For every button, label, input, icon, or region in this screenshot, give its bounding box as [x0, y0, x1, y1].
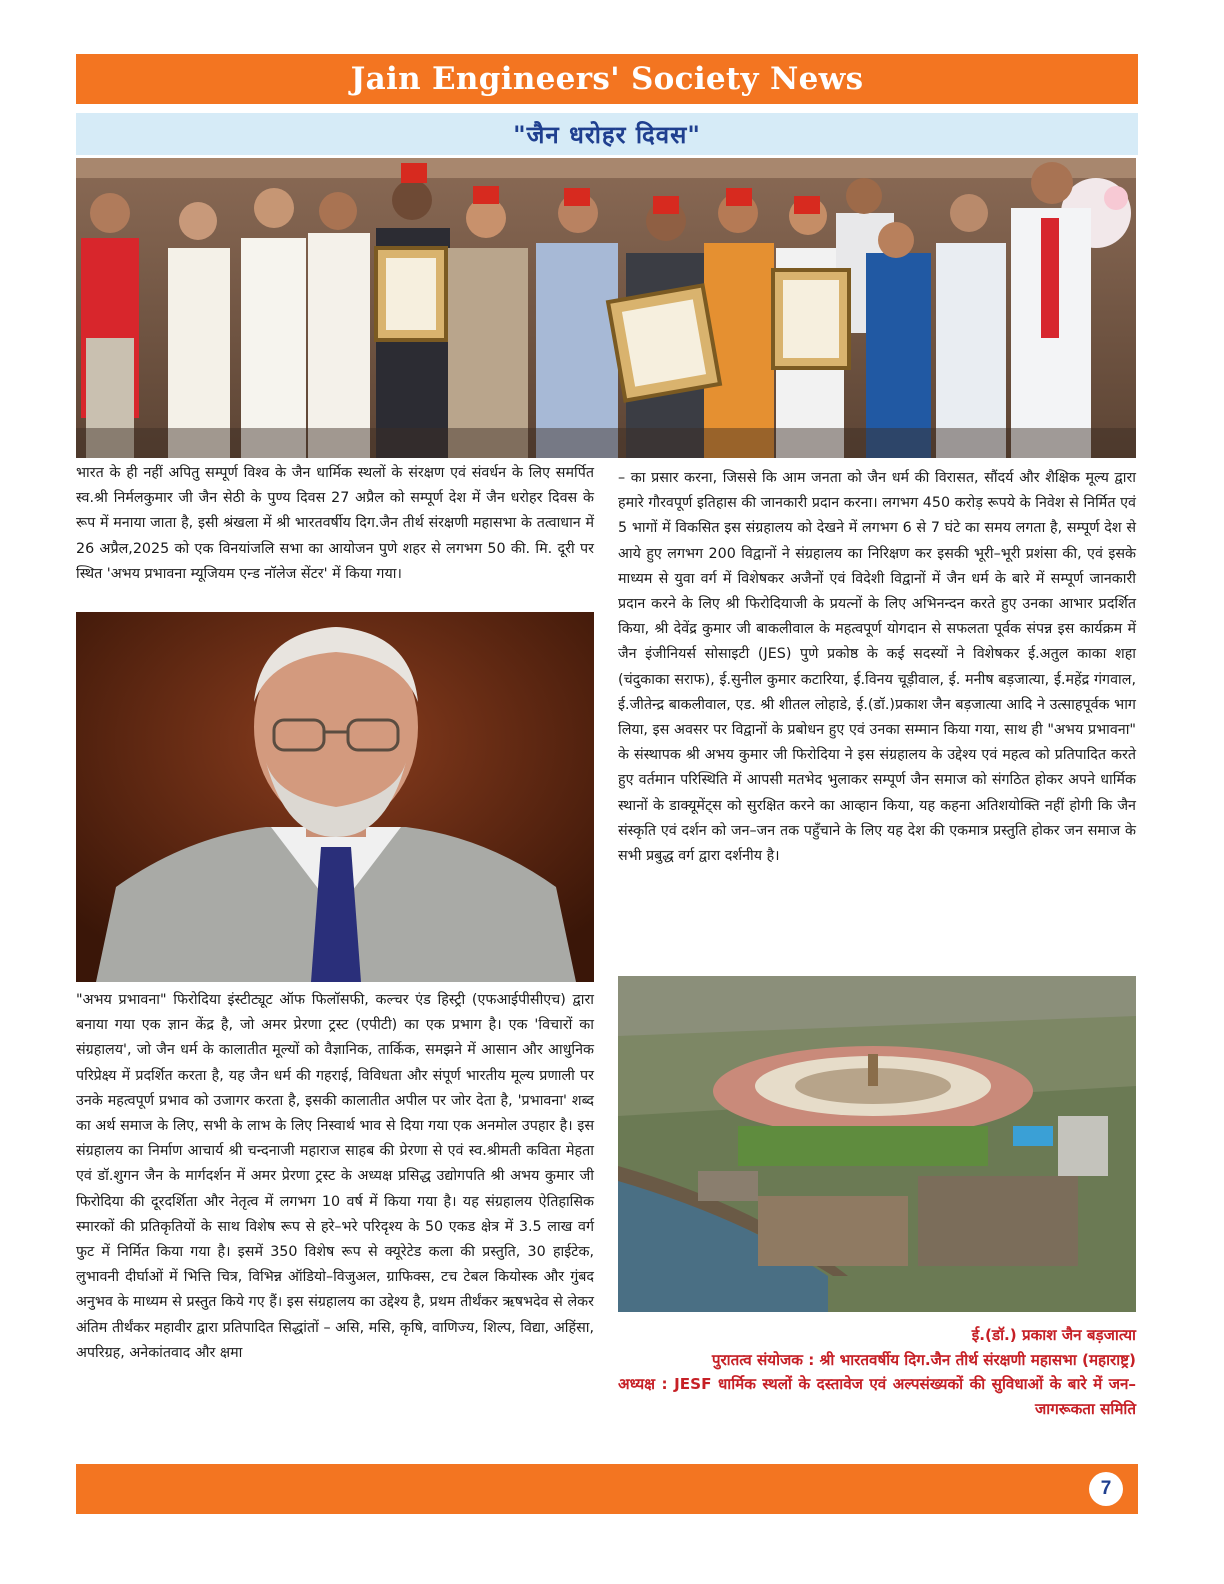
article-paragraph-museum: "अभय प्रभावना" फिरोदिया इंस्टीट्यूट ऑफ फिलॉसफी, कल्चर एंड हिस्ट्री (एफआईपीसीएच) द्वारा बनाया गया एक ज्ञान केंद्र है, जो अमर प्रेरणा ट्रस्ट (एपीटी) का एक प्रभाग है। एक 'विचारों का संग्रहालय', जो जैन धर्म के कालातीत मूल्यों को वैज्ञानिक, तार्किक, समझने में आसान और आधुनिक परिप्रेक्ष्य में प्रदर्शित करता है, यह जैन धर्म की गहराई, विविधता और संपूर्ण भारतीय मूल्य प्रणाली पर उनके महत्वपूर्ण प्रभाव को उजागर करता है, इसकी कालातीत अपील पर जोर देता है, 'प्रभावना' शब्द का अर्थ समाज के लिए, सभी के लाभ के लिए निस्वार्थ भाव से दिया गया एक अनमोल उपहार है। इस संग्रहालय का निर्माण आचार्य श्री चन्दनाजी महाराज साहब की प्रेरणा से एवं स्व.श्रीमती कविता मेहता एवं डॉ.शुगन जैन के मार्गदर्शन में अमर प्रेरणा ट्रस्ट के अध्यक्ष प्रसिद्ध उद्योगपति श्री अभय कुमार जी फिरोदिया की दूरदर्शिता और नेतृत्व में लगभग 10 वर्ष में किया गया है। यह संग्रहालय ऐतिहासिक स्मारकों की प्रतिकृतियों के साथ विशेष रूप से हरे–भरे परिदृश्य के 50 एकड क्षेत्र में 3.5 लाख वर्ग फुट में निर्मित किया गया है। इसमें 350 विशेष रूप से क्यूरेटेड कला की प्रस्तुति, 30 हाईटेक, लुभावनी दीर्घाओं में भित्ति चित्र, विभिन्न ऑडियो–विजुअल, ग्राफिक्स, टच टेबल कियोस्क और गुंबद अनुभव के माध्यम से प्रस्तुत किये गए हैं। इस संग्रहालय का उद्देश्य है, प्रथम तीर्थंकर ऋषभदेव से लेकर अंतिम तीर्थंकर महावीर द्वारा प्रतिपादित सिद्धांतों – असि, मसि, कृषि, वाणिज्य, शिल्प, विद्या, अहिंसा, अपरिग्रह, अनेकांतवाद और क्षमा	[76, 992, 594, 1361]
section-title: "जैन धरोहर दिवस"	[513, 120, 701, 149]
newsletter-title: Jain Engineers' Society News	[350, 61, 864, 97]
article-paragraph-event: – का प्रसार करना, जिससे कि आम जनता को जैन धर्म की विरासत, सौंदर्य और शैक्षिक मूल्य द्वारा हमारे गौरवपूर्ण इतिहास की जानकारी प्रदान करना। लगभग 450 करोड़ रूपये के निवेश से निर्मित एवं 5 भागों में विकसित इस संग्रहालय को देखने में लगभग 6 से 7 घंटे का समय लगता है, सम्पूर्ण देश से आये हुए लगभग 200 विद्वानों ने संग्रहालय का निरिक्षण कर इसकी भूरी–भूरी प्रशंसा की, एवं इसके माध्यम से युवा वर्ग में विशेषकर अजैनों एवं विदेशी विद्वानों में जैन धर्म के बारे में सम्पूर्ण जानकारी प्रदान करने के लिए श्री फिरोदियाजी के प्रयत्नों के लिए अभिनन्दन करते हुए उनका आभार प्रदर्शित किया, श्री देवेंद्र कुमार जी बाकलीवाल के महत्वपूर्ण योगदान से सफलता पूर्वक संपन्न इस कार्यक्रम में जैन इंजीनियर्स सोसाइटी (JES) पुणे प्रकोष्ठ के कई सदस्यों ने विशेषकर ई.अतुल काका शहा (चंदुकाका सराफ), ई.सुनील कुमार कटारिया, ई.विनय चूड़ीवाल, ई. मनीष बड़जात्या, ई.महेंद्र गंगवाल, ई.जीतेन्द्र बाकलीवाल, एड. श्री शीतल लोहाडे, ई.(डॉ.)प्रकाश जैन बड़जात्या आदि ने उत्साहपूर्वक भाग लिया, इस अवसर पर विद्वानों के प्रबोधन हुए एवं उनका सम्मान किया गया, साथ ही "अभय प्रभावना" के संस्थापक श्री अभय कुमार जी फिरोदिया ने इस संग्रहालय के उद्देश्य एवं महत्व को प्रतिपादित करते हुए वर्तमान परिस्थिति में आपसी मतभेद भुलाकर सम्पूर्ण जैन समाज को संगठित होकर अपने धार्मिक स्थानों के डाक्यूमेंट्स को सुरक्षित करने का आव्हान किया, यह कहना अतिशयोक्ति नहीं होगी कि जैन संस्कृति एवं दर्शन को जन–जन तक पहुँचाने के लिए यह देश की एकमात्र प्रस्तुति होकर जन समाज के सभी प्रबुद्ध वर्ग द्वारा दर्शनीय है।	[618, 470, 1136, 865]
event-group-photo	[76, 158, 1136, 458]
author-signature	[618, 1323, 1136, 1421]
section-banner	[76, 113, 1138, 155]
footer-banner	[76, 1464, 1138, 1514]
portrait-photo	[76, 612, 594, 982]
author-role-committee: अध्यक्ष : JESF धार्मिक स्थलों के दस्तावेज एवं अल्पसंख्यकों की सुविधाओं के बारे में जन–जागरूकता समिति	[618, 1375, 1136, 1418]
museum-aerial-photo	[618, 976, 1136, 1312]
article-paragraph-intro: भारत के ही नहीं अपितु सम्पूर्ण विश्व के जैन धार्मिक स्थलों के संरक्षण एवं संवर्धन के लिए समर्पित स्व.श्री निर्मलकुमार जी जैन सेठी के पुण्य दिवस 27 अप्रैल को सम्पूर्ण देश में जैन धरोहर दिवस के रूप में मनाया जाता है, इसी श्रंखला में श्री भारतवर्षीय दिग.जैन तीर्थ संरक्षणी महासभा के तत्वाधान में 26 अप्रैल,2025 को एक विनयांजलि सभा का आयोजन पुणे शहर से लगभग 50 की. मि. दूरी पर स्थित 'अभय प्रभावना म्यूजियम एन्ड नॉलेज सेंटर' में किया गया।	[76, 465, 594, 582]
header-banner	[76, 54, 1138, 104]
author-role-archaeology: पुरातत्व संयोजक : श्री भारतवर्षीय दिग.जैन तीर्थ संरक्षणी महासभा (महाराष्ट्र)	[711, 1350, 1136, 1369]
author-name: ई.(डॉ.) प्रकाश जैन बड़जात्या	[971, 1326, 1136, 1344]
page-number: 7	[1089, 1472, 1123, 1506]
